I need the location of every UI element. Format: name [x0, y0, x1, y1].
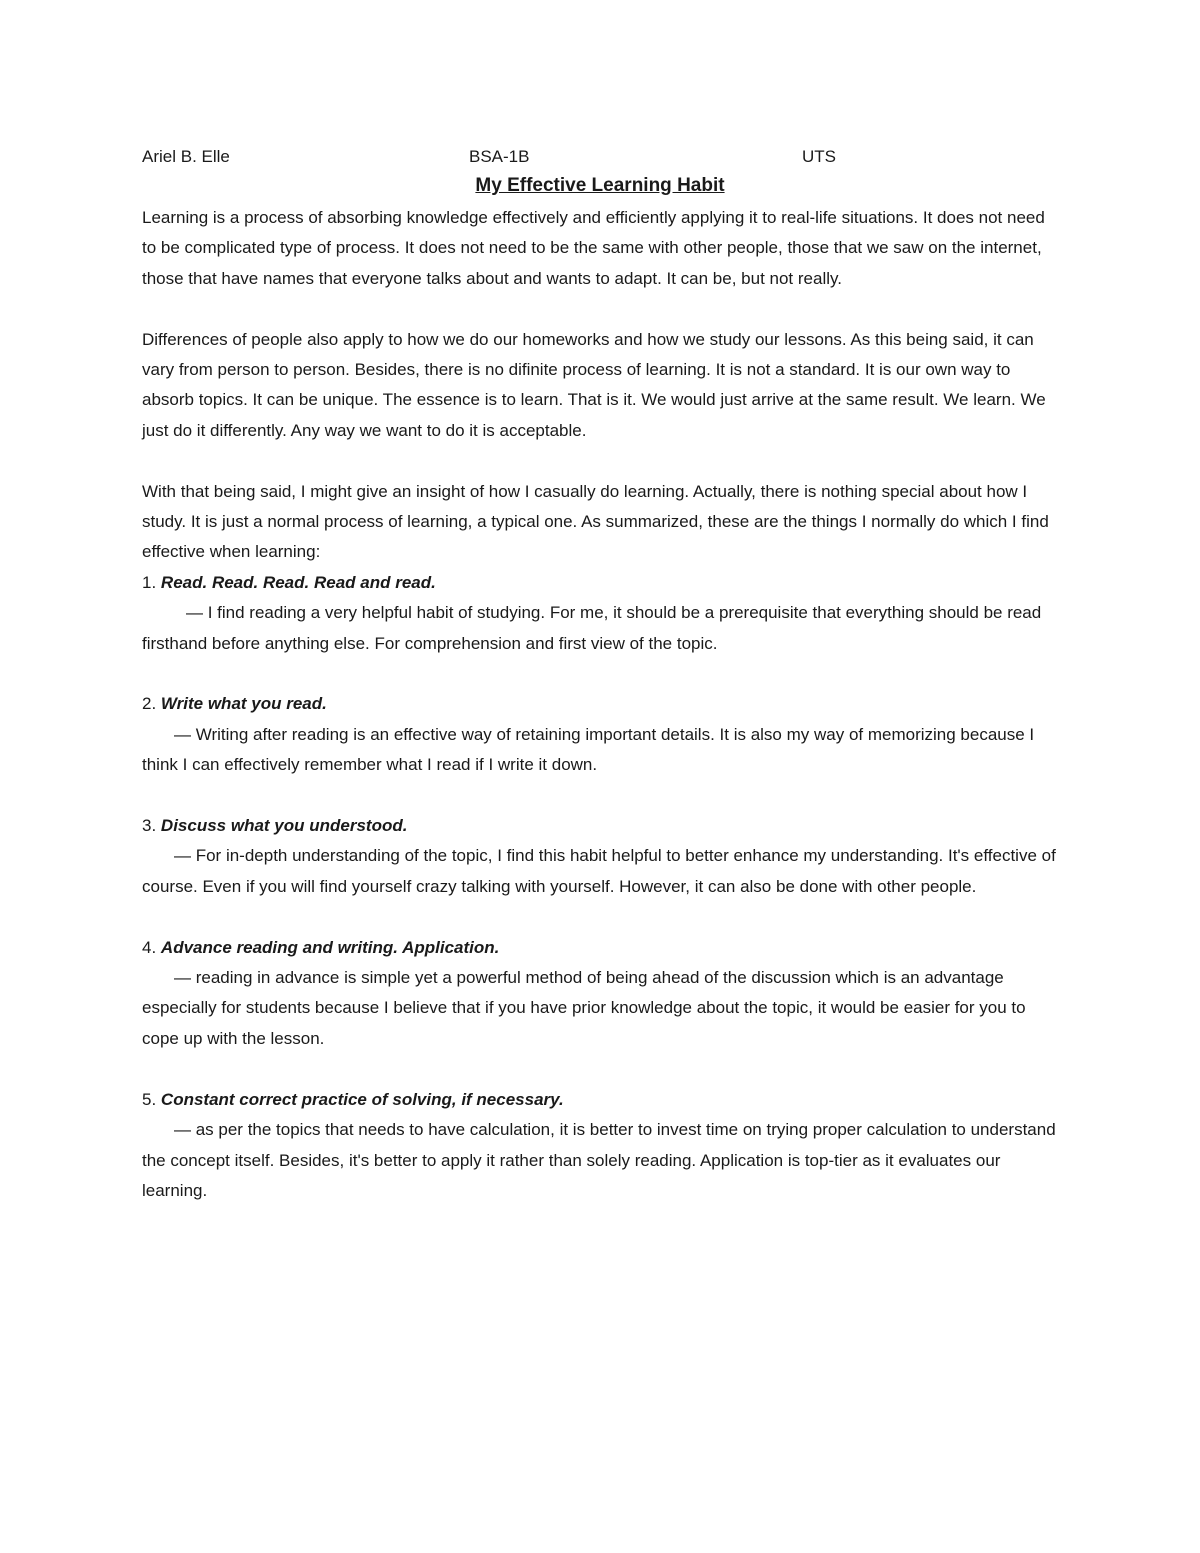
- list-item-number: 5.: [142, 1089, 157, 1109]
- course-section: BSA-1B: [469, 147, 530, 166]
- list-item-label: Constant correct practice of solving, if necessary.: [160, 1089, 564, 1109]
- list-item-heading: [142, 1085, 1062, 1115]
- paragraph: Learning is a process of absorbing knowledge effectively and efficiently applying it to real-life situations. It does not need to be complicated type of process. It does not need to be the same with other people, those that we saw on the internet, those that have names that everyone talks about and wants to adapt. It can be, but not really.: [142, 208, 1045, 288]
- paragraph: Differences of people also apply to how we do our homeworks and how we study our lessons. As this being said, it can vary from person to person. Besides, there is no difinite process of learning. It is not a standard. It is our own way to absorb topics. It can be unique. The essence is to learn. That is it. We would just arrive at the same result. We learn. We just do it differently. Any way we want to do it is acceptable.: [142, 329, 1046, 440]
- list-item-description: [142, 1115, 1062, 1206]
- list-item-heading: [142, 811, 1062, 841]
- list-item-number: 4.: [142, 937, 157, 957]
- list-item-description: [142, 963, 1062, 1054]
- list-item-description: [142, 598, 1062, 659]
- list-item-heading: [142, 689, 1062, 719]
- list-item-label: Discuss what you understood.: [160, 816, 408, 836]
- list-item-label: Read. Read. Read. Read and read.: [160, 572, 436, 592]
- list-item: [142, 811, 1062, 902]
- list-item-description: [142, 720, 1062, 781]
- author-name: Ariel B. Elle: [142, 147, 230, 166]
- list-item: [142, 568, 1062, 659]
- list-item-description-text: — as per the topics that needs to have calculation, it is better to invest time on trying proper calculation to understand the concept itself. Besides, it's better to apply it rather than solely reading. Application is top-tier as it evaluates our learning.: [142, 1120, 1056, 1200]
- list-item: [142, 933, 1062, 1055]
- list-item-label: Write what you read.: [160, 694, 327, 714]
- subject-code: UTS: [802, 147, 836, 166]
- list-item-label: Advance reading and writing. Application.: [160, 937, 500, 957]
- list-item-description-text: — Writing after reading is an effective way of retaining important details. It is also my way of memorizing because I think I can effectively remember what I read if I write it down.: [142, 724, 1035, 775]
- list-item-number: 1.: [142, 572, 157, 592]
- list-item-description-text: — For in-depth understanding of the topic, I find this habit helpful to better enhance my understanding. It's effective of course. Even if you will find yourself crazy talking with yourself. However, it can also be done with other people.: [142, 846, 1056, 896]
- list-item-description: [142, 841, 1062, 902]
- document-title: My Effective Learning Habit: [475, 175, 725, 196]
- document-header: [142, 145, 1062, 169]
- list-item-heading: [142, 933, 1062, 963]
- paragraph: With that being said, I might give an insight of how I casually do learning. Actually, there is nothing special about how I study. It is just a normal process of learning, a typical one. As summarized, these are the things I normally do which I find effective when learning:: [142, 481, 1049, 562]
- list-item-description-text: — reading in advance is simple yet a powerful method of being ahead of the discussion which is an advantage especially for students because I believe that if you have prior knowledge about the topic, it would be easier for you to cope up with the lesson.: [142, 968, 1026, 1048]
- list-item-description-text: — I find reading a very helpful habit of studying. For me, it should be a prerequisite that everything should be read firsthand before anything else. For comprehension and first view of the topic.: [142, 603, 1042, 653]
- list-item-heading: [142, 568, 1062, 598]
- list-item: [142, 1085, 1062, 1207]
- list-item-number: 3.: [142, 816, 157, 836]
- list-item-number: 2.: [142, 694, 157, 714]
- document-body: [142, 203, 1062, 1237]
- list-item: [142, 689, 1062, 780]
